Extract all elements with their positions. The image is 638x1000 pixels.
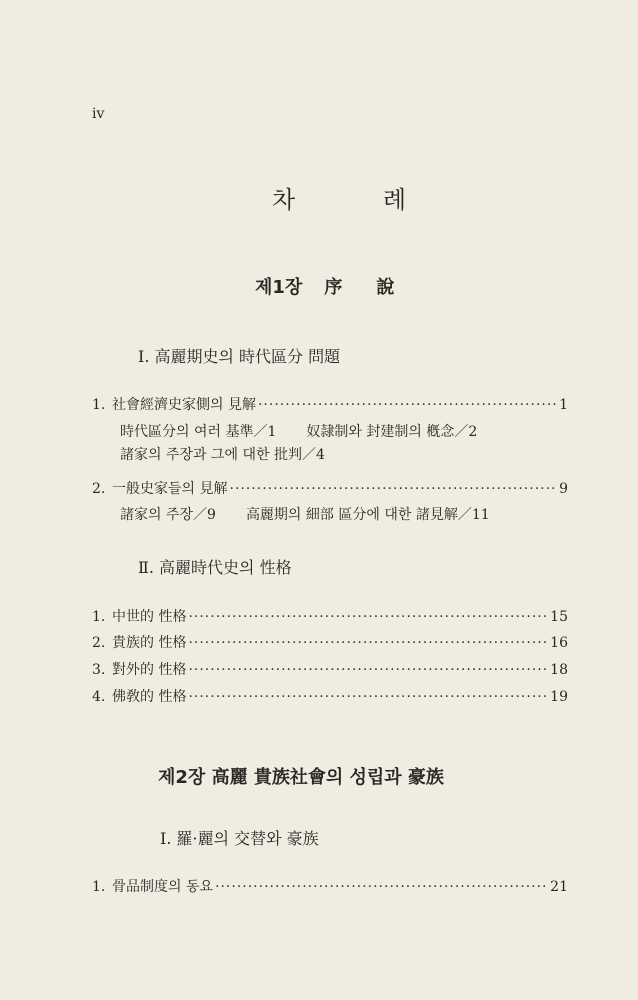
entry-title: 骨品制度의 동요 [112,879,214,895]
subtopic: 諸家의 주장／9 [120,507,216,523]
section-heading: Ⅰ. 羅·麗의 交替와 豪族 [160,829,319,848]
entry-number: 1. [92,397,106,413]
subtopic: 高麗期의 細部 區分에 대한 諸見解／11 [245,507,490,523]
toc-entry[interactable] [92,659,568,679]
subtopic: 奴隷制와 封建制의 槪念／2 [306,424,478,440]
section-heading: Ⅱ. 高麗時代史의 性格 [138,558,292,577]
toc-entry[interactable] [92,686,568,706]
entry-number: 2. [92,481,106,497]
entry-number: 3. [92,662,106,678]
entry-page: 1 [559,397,568,413]
subtopics-line [120,444,325,464]
leader-dots [188,635,548,651]
leader-dots [188,662,548,678]
leader-dots [215,879,548,895]
toc-entry[interactable] [92,632,568,652]
page-number: iv [92,106,105,122]
entry-number: 4. [92,689,106,705]
entry-page: 18 [550,662,568,678]
entry-title: 貴族的 性格 [112,635,187,651]
toc-title: 차 례 [272,186,446,214]
entry-title: 一般史家들의 見解 [112,481,228,497]
entry-title: 社會經濟史家側의 見解 [112,397,256,413]
entry-page: 19 [550,689,568,705]
toc-entry[interactable] [92,394,568,414]
entry-page: 16 [550,635,568,651]
leader-dots [188,609,548,625]
subtopics-line [120,421,477,441]
chapter-1-title-a: 序 [324,277,343,298]
subtopic: 時代區分의 여러 基準／1 [120,424,277,440]
entry-page: 21 [550,879,568,895]
leader-dots [258,397,556,413]
entry-number: 1. [92,609,106,625]
subtopic: 諸家의 주장과 그에 대한 批判／4 [120,447,325,463]
entry-title: 對外的 性格 [112,662,187,678]
entry-page: 9 [559,481,568,497]
section-heading: Ⅰ. 高麗期史의 時代區分 問題 [138,347,341,366]
entry-title: 中世的 性格 [112,609,187,625]
chapter-2-heading: 제2장 高麗 貴族社會의 성립과 豪族 [158,767,444,788]
toc-entry[interactable] [92,478,568,498]
entry-page: 15 [550,609,568,625]
entry-title: 佛敎的 性格 [112,689,187,705]
chapter-1-title-b: 說 [376,277,395,298]
leader-dots [188,689,548,705]
leader-dots [230,481,557,497]
chapter-1-heading [255,273,394,299]
toc-entry[interactable] [92,876,568,896]
chapter-1-number: 제1장 [255,277,303,298]
entry-number: 1. [92,879,106,895]
entry-number: 2. [92,635,106,651]
subtopics-line [120,504,490,524]
toc-entry[interactable] [92,606,568,626]
